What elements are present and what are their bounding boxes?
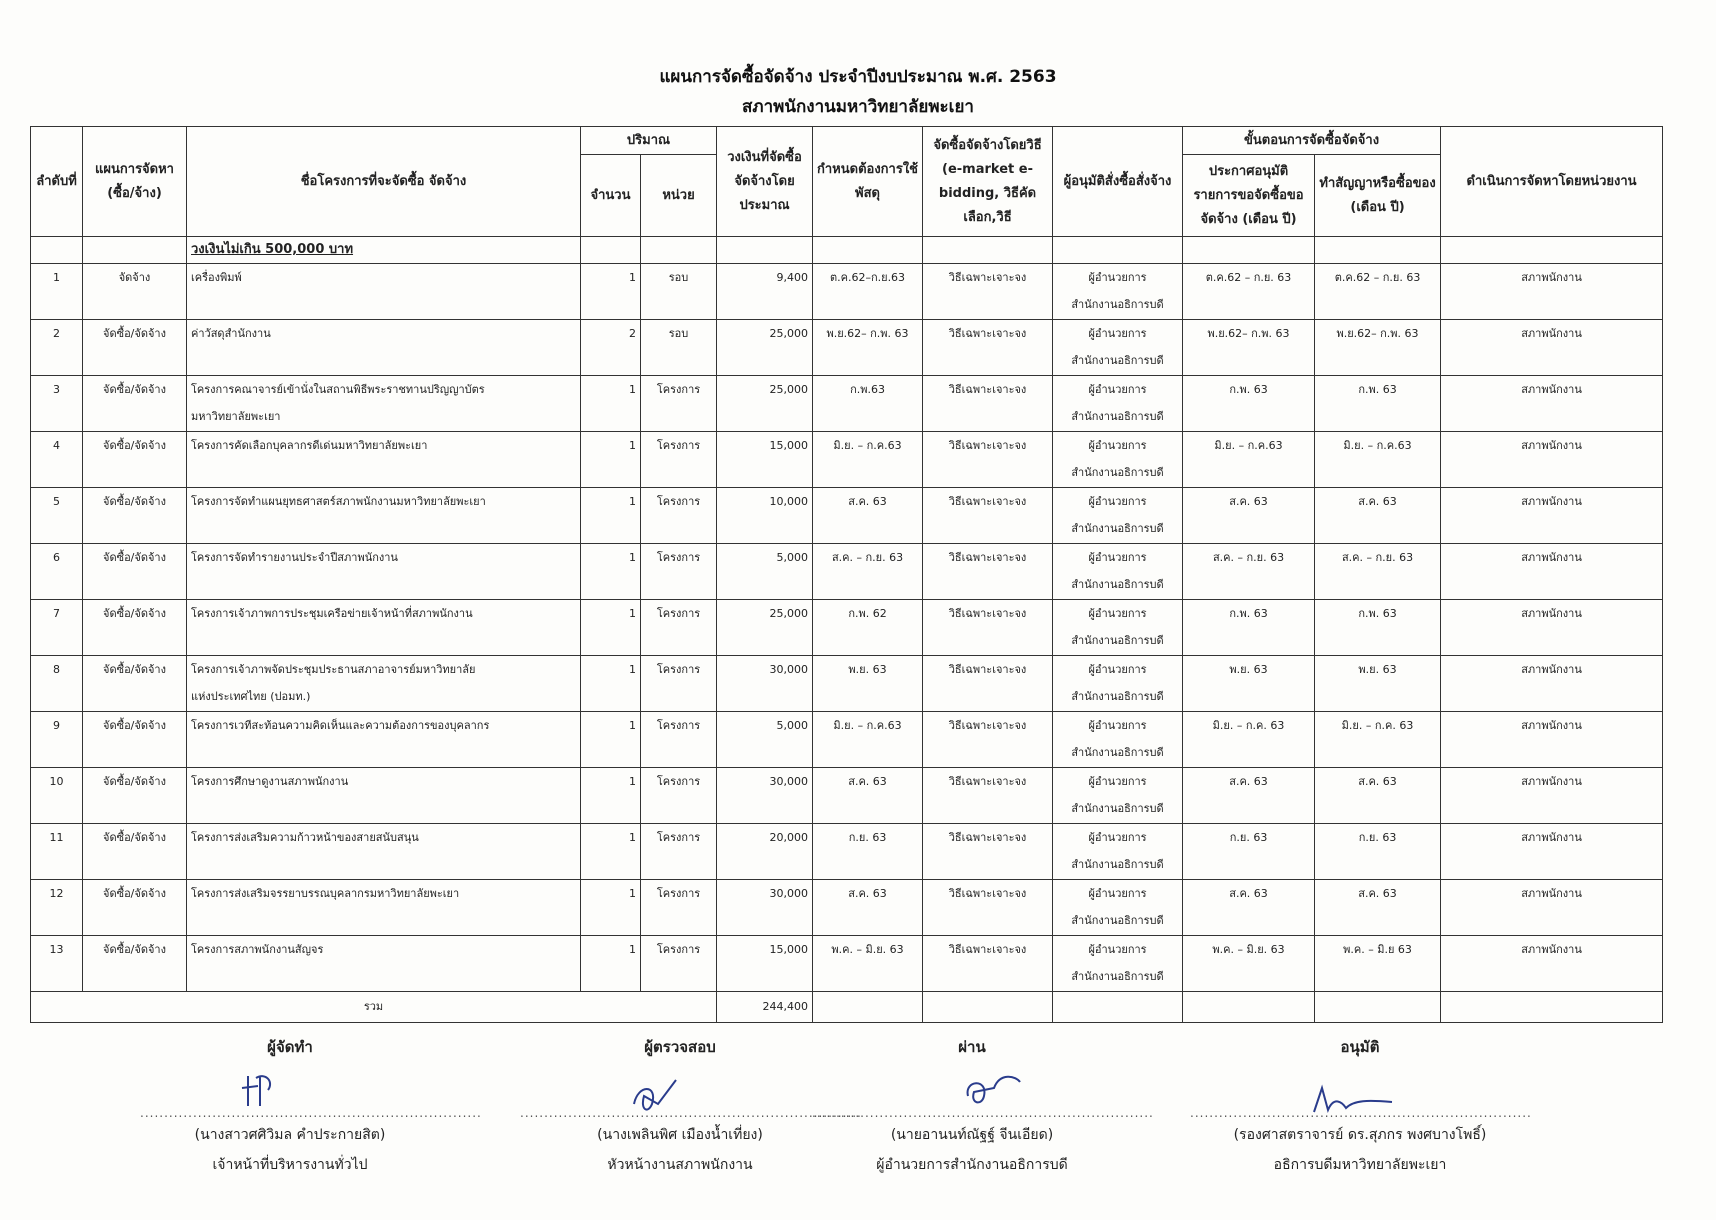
row-approver: [1053, 824, 1183, 880]
row-budget: 10,000: [717, 488, 813, 544]
row-need-date: ส.ค. 63: [813, 768, 923, 824]
col-header-need-date: กำหนดต้องการใช้พัสดุ: [813, 127, 923, 237]
row-quantity: 1: [581, 656, 641, 712]
row-approver-line: ผู้อำนวยการ: [1088, 887, 1147, 900]
signature-position: ผู้อำนวยการสำนักงานอธิการบดี: [876, 1157, 1068, 1173]
row-need-date: ก.พ. 62: [813, 600, 923, 656]
row-operator: สภาพนักงาน: [1441, 488, 1663, 544]
row-announce: ก.ย. 63: [1183, 824, 1315, 880]
row-project-name: [187, 768, 581, 824]
row-quantity: 1: [581, 432, 641, 488]
row-unit: รอบ: [641, 320, 717, 376]
row-unit: โครงการ: [641, 936, 717, 992]
row-contract: ก.พ. 63: [1315, 600, 1441, 656]
row-method: วิธีเฉพาะเจาะจง: [923, 600, 1053, 656]
row-contract: ส.ค. 63: [1315, 880, 1441, 936]
row-approver-line: ผู้อำนวยการ: [1088, 719, 1147, 732]
row-no: 3: [31, 376, 83, 432]
row-contract: พ.ย.62– ก.พ. 63: [1315, 320, 1441, 376]
total-row: [31, 992, 1663, 1023]
row-approver-line: สำนักงานอธิการบดี: [1071, 634, 1164, 647]
row-method: วิธีเฉพาะเจาะจง: [923, 544, 1053, 600]
signature-name: (นางเพลินพิศ เมืองน้ำเที่ยง): [597, 1127, 763, 1143]
row-method: วิธีเฉพาะเจาะจง: [923, 320, 1053, 376]
row-approver: [1053, 376, 1183, 432]
row-quantity: 1: [581, 824, 641, 880]
header-row-1: [31, 127, 1663, 155]
table-row: [31, 488, 1663, 544]
row-plan: จัดซื้อ/จัดจ้าง: [83, 600, 187, 656]
row-plan: จัดซื้อ/จัดจ้าง: [83, 376, 187, 432]
signature-position: เจ้าหน้าที่บริหารงานทั่วไป: [212, 1157, 368, 1173]
row-quantity: 1: [581, 488, 641, 544]
row-announce: ส.ค. – ก.ย. 63: [1183, 544, 1315, 600]
section-row: [31, 237, 1663, 264]
row-contract: ก.ย. 63: [1315, 824, 1441, 880]
row-contract: ส.ค. – ก.ย. 63: [1315, 544, 1441, 600]
row-unit: โครงการ: [641, 600, 717, 656]
signature-scribble-2: [628, 1074, 688, 1118]
row-plan: จัดซื้อ/จัดจ้าง: [83, 320, 187, 376]
row-project-name-line: โครงการคณาจารย์เข้านั่งในสถานพิธีพระราชทานปริญญาบัตร: [191, 383, 485, 396]
row-method: วิธีเฉพาะเจาะจง: [923, 880, 1053, 936]
col-header-announce: ประกาศอนุมัติรายการขอจัดซื้อขอจัดจ้าง (เดือน ปี): [1183, 155, 1315, 237]
col-header-project: ชื่อโครงการที่จะจัดซื้อ จัดจ้าง: [187, 127, 581, 237]
row-approver-line: ผู้อำนวยการ: [1088, 663, 1147, 676]
row-method: วิธีเฉพาะเจาะจง: [923, 768, 1053, 824]
table-row: [31, 432, 1663, 488]
table-row: [31, 600, 1663, 656]
row-approver-line: สำนักงานอธิการบดี: [1071, 970, 1164, 983]
row-method: วิธีเฉพาะเจาะจง: [923, 432, 1053, 488]
row-approver-line: ผู้อำนวยการ: [1088, 943, 1147, 956]
row-approver-line: สำนักงานอธิการบดี: [1071, 690, 1164, 703]
signature-line: .......................................................................: [140, 1106, 482, 1120]
row-announce: พ.ย.62– ก.พ. 63: [1183, 320, 1315, 376]
row-project-name: [187, 824, 581, 880]
signature-role: ผ่าน: [958, 1038, 986, 1056]
row-approver-line: ผู้อำนวยการ: [1088, 327, 1147, 340]
signature-role: อนุมัติ: [1340, 1038, 1380, 1056]
table-row: [31, 768, 1663, 824]
row-unit: โครงการ: [641, 376, 717, 432]
row-project-name-line: โครงการจัดทำแผนยุทธศาสตร์สภาพนักงานมหาวิทยาลัยพะเยา: [191, 495, 486, 508]
row-plan: จัดซื้อ/จัดจ้าง: [83, 824, 187, 880]
row-approver-line: ผู้อำนวยการ: [1088, 383, 1147, 396]
row-approver-line: ผู้อำนวยการ: [1088, 775, 1147, 788]
row-operator: สภาพนักงาน: [1441, 432, 1663, 488]
row-need-date: มิ.ย. – ก.ค.63: [813, 712, 923, 768]
section-label: วงเงินไม่เกิน 500,000 บาท: [187, 237, 581, 264]
row-operator: สภาพนักงาน: [1441, 936, 1663, 992]
row-approver-line: สำนักงานอธิการบดี: [1071, 354, 1164, 367]
table-row: [31, 656, 1663, 712]
row-need-date: ก.พ.63: [813, 376, 923, 432]
row-approver: [1053, 712, 1183, 768]
col-header-budget: วงเงินที่จัดซื้อจัดจ้างโดยประมาณ: [717, 127, 813, 237]
signature-position: อธิการบดีมหาวิทยาลัยพะเยา: [1273, 1157, 1447, 1173]
row-announce: ส.ค. 63: [1183, 880, 1315, 936]
row-need-date: มิ.ย. – ก.ค.63: [813, 432, 923, 488]
total-label: รวม: [31, 992, 717, 1023]
table-row: [31, 376, 1663, 432]
row-no: 9: [31, 712, 83, 768]
row-operator: สภาพนักงาน: [1441, 544, 1663, 600]
signature-scribble-1: [238, 1068, 298, 1112]
row-budget: 25,000: [717, 376, 813, 432]
row-operator: สภาพนักงาน: [1441, 768, 1663, 824]
row-approver-line: สำนักงานอธิการบดี: [1071, 298, 1164, 311]
row-approver-line: สำนักงานอธิการบดี: [1071, 578, 1164, 591]
row-contract: ต.ค.62 – ก.ย. 63: [1315, 264, 1441, 320]
row-operator: สภาพนักงาน: [1441, 712, 1663, 768]
row-need-date: พ.ย. 63: [813, 656, 923, 712]
row-need-date: ส.ค. 63: [813, 880, 923, 936]
row-project-name-line: โครงการจัดทำรายงานประจำปีสภาพนักงาน: [191, 551, 398, 564]
row-no: 13: [31, 936, 83, 992]
row-method: วิธีเฉพาะเจาะจง: [923, 656, 1053, 712]
row-plan: จัดซื้อ/จัดจ้าง: [83, 936, 187, 992]
row-quantity: 1: [581, 264, 641, 320]
row-contract: พ.ย. 63: [1315, 656, 1441, 712]
row-contract: ส.ค. 63: [1315, 768, 1441, 824]
row-unit: โครงการ: [641, 824, 717, 880]
row-approver-line: ผู้อำนวยการ: [1088, 607, 1147, 620]
row-operator: สภาพนักงาน: [1441, 376, 1663, 432]
row-need-date: พ.ย.62– ก.พ. 63: [813, 320, 923, 376]
row-project-name: [187, 488, 581, 544]
row-project-name-line: โครงการเวทีสะท้อนความคิดเห็นและความต้องการของบุคลากร: [191, 719, 490, 732]
row-approver: [1053, 936, 1183, 992]
signature-position: หัวหน้างานสภาพนักงาน: [607, 1157, 753, 1173]
row-project-name: [187, 712, 581, 768]
row-approver: [1053, 488, 1183, 544]
row-unit: รอบ: [641, 264, 717, 320]
row-approver-line: ผู้อำนวยการ: [1088, 551, 1147, 564]
row-need-date: ก.ย. 63: [813, 824, 923, 880]
row-operator: สภาพนักงาน: [1441, 656, 1663, 712]
signature-role: ผู้จัดทำ: [267, 1038, 313, 1056]
row-approver-line: ผู้อำนวยการ: [1088, 831, 1147, 844]
row-method: วิธีเฉพาะเจาะจง: [923, 824, 1053, 880]
row-contract: มิ.ย. – ก.ค. 63: [1315, 712, 1441, 768]
row-approver-line: ผู้อำนวยการ: [1088, 271, 1147, 284]
row-quantity: 1: [581, 712, 641, 768]
signature-scribble-4: [1308, 1082, 1398, 1118]
row-unit: โครงการ: [641, 656, 717, 712]
row-contract: มิ.ย. – ก.ค.63: [1315, 432, 1441, 488]
row-approver-line: สำนักงานอธิการบดี: [1071, 914, 1164, 927]
table-row: [31, 320, 1663, 376]
col-header-no: ลำดับที่: [31, 127, 83, 237]
row-method: วิธีเฉพาะเจาะจง: [923, 376, 1053, 432]
row-operator: สภาพนักงาน: [1441, 600, 1663, 656]
row-budget: 15,000: [717, 936, 813, 992]
row-project-name-line: โครงการสภาพนักงานสัญจร: [191, 943, 324, 956]
row-project-name: [187, 880, 581, 936]
row-approver: [1053, 880, 1183, 936]
row-no: 4: [31, 432, 83, 488]
signature-name: (รองศาสตราจารย์ ดร.สุภกร พงศบางโพธิ์): [1233, 1127, 1487, 1143]
row-announce: ส.ค. 63: [1183, 768, 1315, 824]
col-header-method: จัดซื้อจัดจ้างโดยวิธี (e-market e-bidding, วิธีคัดเลือก,วิธี: [923, 127, 1053, 237]
row-budget: 25,000: [717, 600, 813, 656]
col-header-operator: ดำเนินการจัดหาโดยหน่วยงาน: [1441, 127, 1663, 237]
row-project-name: [187, 376, 581, 432]
row-method: วิธีเฉพาะเจาะจง: [923, 264, 1053, 320]
row-project-name-line: โครงการส่งเสริมความก้าวหน้าของสายสนับสนุน: [191, 831, 419, 844]
row-project-name-line: โครงการส่งเสริมจรรยาบรรณบุคลากรมหาวิทยาลัยพะเยา: [191, 887, 460, 900]
table-row: [31, 712, 1663, 768]
row-no: 10: [31, 768, 83, 824]
row-project-name-line: โครงการคัดเลือกบุคลากรดีเด่นมหาวิทยาลัยพะเยา: [191, 439, 428, 452]
row-quantity: 1: [581, 768, 641, 824]
row-project-name-line: โครงการเจ้าภาพการประชุมเครือข่ายเจ้าหน้าที่สภาพนักงาน: [191, 607, 473, 620]
row-approver-line: สำนักงานอธิการบดี: [1071, 802, 1164, 815]
row-approver-line: สำนักงานอธิการบดี: [1071, 410, 1164, 423]
row-budget: 5,000: [717, 712, 813, 768]
table-row: [31, 880, 1663, 936]
table-row: [31, 936, 1663, 992]
row-unit: โครงการ: [641, 880, 717, 936]
row-project-name: [187, 264, 581, 320]
row-unit: โครงการ: [641, 712, 717, 768]
document-title: [0, 62, 1716, 122]
row-plan: จัดซื้อ/จัดจ้าง: [83, 544, 187, 600]
title-line-1: แผนการจัดซื้อจัดจ้าง ประจำปีงบประมาณ พ.ศ. 2563: [659, 67, 1057, 87]
row-need-date: พ.ค. – มิ.ย. 63: [813, 936, 923, 992]
row-project-name-line: มหาวิทยาลัยพะเยา: [191, 410, 281, 423]
row-quantity: 1: [581, 600, 641, 656]
row-project-name: [187, 600, 581, 656]
row-approver: [1053, 320, 1183, 376]
row-announce: ส.ค. 63: [1183, 488, 1315, 544]
row-budget: 20,000: [717, 824, 813, 880]
col-header-approver: ผู้อนุมัติสั่งซื้อสั่งจ้าง: [1053, 127, 1183, 237]
row-unit: โครงการ: [641, 488, 717, 544]
row-plan: จัดซื้อ/จัดจ้าง: [83, 488, 187, 544]
row-budget: 30,000: [717, 768, 813, 824]
row-no: 6: [31, 544, 83, 600]
signature-line: .......................................................................: [812, 1106, 1154, 1120]
row-budget: 15,000: [717, 432, 813, 488]
row-announce: มิ.ย. – ก.ค. 63: [1183, 712, 1315, 768]
row-no: 5: [31, 488, 83, 544]
row-announce: พ.ย. 63: [1183, 656, 1315, 712]
col-header-contract: ทำสัญญาหรือซื้อของ (เดือน ปี): [1315, 155, 1441, 237]
row-unit: โครงการ: [641, 544, 717, 600]
row-project-name: [187, 656, 581, 712]
row-need-date: ส.ค. – ก.ย. 63: [813, 544, 923, 600]
row-approver: [1053, 768, 1183, 824]
row-approver: [1053, 656, 1183, 712]
signature-scribble-3: [960, 1062, 1030, 1112]
row-budget: 30,000: [717, 656, 813, 712]
row-method: วิธีเฉพาะเจาะจง: [923, 488, 1053, 544]
row-approver: [1053, 432, 1183, 488]
col-header-plan: แผนการจัดหา (ซื้อ/จ้าง): [83, 127, 187, 237]
col-header-steps: ขั้นตอนการจัดซื้อจัดจ้าง: [1183, 127, 1441, 155]
row-approver: [1053, 544, 1183, 600]
signature-name: (นายอานนท์ณัฐฐ์ จีนเอียด): [890, 1127, 1054, 1143]
row-approver-line: สำนักงานอธิการบดี: [1071, 858, 1164, 871]
row-announce: ก.พ. 63: [1183, 376, 1315, 432]
row-plan: จัดซื้อ/จัดจ้าง: [83, 768, 187, 824]
row-plan: จัดซื้อ/จัดจ้าง: [83, 656, 187, 712]
signature-name: (นางสาวศศิวิมล คำประกายสิต): [194, 1127, 386, 1143]
total-value: 244,400: [717, 992, 813, 1023]
row-project-name: [187, 320, 581, 376]
row-project-name: [187, 432, 581, 488]
row-quantity: 2: [581, 320, 641, 376]
row-operator: สภาพนักงาน: [1441, 264, 1663, 320]
row-no: 7: [31, 600, 83, 656]
row-budget: 30,000: [717, 880, 813, 936]
title-line-2: สภาพนักงานมหาวิทยาลัยพะเยา: [742, 97, 974, 117]
row-project-name-line: เครื่องพิมพ์: [191, 271, 242, 284]
row-method: วิธีเฉพาะเจาะจง: [923, 712, 1053, 768]
signature-line: .......................................................................: [520, 1106, 862, 1120]
row-plan: จัดซื้อ/จัดจ้าง: [83, 712, 187, 768]
row-need-date: ต.ค.62–ก.ย.63: [813, 264, 923, 320]
row-approver-line: สำนักงานอธิการบดี: [1071, 522, 1164, 535]
row-project-name: [187, 544, 581, 600]
procurement-table: [30, 126, 1663, 1023]
row-budget: 5,000: [717, 544, 813, 600]
row-contract: ก.พ. 63: [1315, 376, 1441, 432]
row-no: 8: [31, 656, 83, 712]
row-project-name-line: โครงการศึกษาดูงานสภาพนักงาน: [191, 775, 349, 788]
signature-role: ผู้ตรวจสอบ: [644, 1038, 716, 1056]
row-announce: ก.พ. 63: [1183, 600, 1315, 656]
row-project-name-line: แห่งประเทศไทย (ปอมท.): [191, 690, 311, 703]
row-contract: พ.ค. – มิ.ย 63: [1315, 936, 1441, 992]
signature-line: .......................................................................: [1190, 1106, 1532, 1120]
row-announce: พ.ค. – มิ.ย. 63: [1183, 936, 1315, 992]
row-plan: จัดซื้อ/จัดจ้าง: [83, 880, 187, 936]
col-header-quantity: ปริมาณ: [581, 127, 717, 155]
row-no: 2: [31, 320, 83, 376]
row-quantity: 1: [581, 880, 641, 936]
row-project-name: [187, 936, 581, 992]
row-no: 12: [31, 880, 83, 936]
row-approver-line: สำนักงานอธิการบดี: [1071, 466, 1164, 479]
row-project-name-line: โครงการเจ้าภาพจัดประชุมประธานสภาอาจารย์มหาวิทยาลัย: [191, 663, 476, 676]
row-budget: 25,000: [717, 320, 813, 376]
row-unit: โครงการ: [641, 768, 717, 824]
col-header-amount: จำนวน: [581, 155, 641, 237]
row-approver: [1053, 264, 1183, 320]
row-operator: สภาพนักงาน: [1441, 824, 1663, 880]
row-need-date: ส.ค. 63: [813, 488, 923, 544]
row-plan: จัดจ้าง: [83, 264, 187, 320]
row-method: วิธีเฉพาะเจาะจง: [923, 936, 1053, 992]
row-announce: ต.ค.62 – ก.ย. 63: [1183, 264, 1315, 320]
row-unit: โครงการ: [641, 432, 717, 488]
row-approver-line: ผู้อำนวยการ: [1088, 495, 1147, 508]
row-quantity: 1: [581, 376, 641, 432]
row-announce: มิ.ย. – ก.ค.63: [1183, 432, 1315, 488]
row-no: 11: [31, 824, 83, 880]
row-approver-line: ผู้อำนวยการ: [1088, 439, 1147, 452]
table-row: [31, 264, 1663, 320]
row-approver: [1053, 600, 1183, 656]
row-contract: ส.ค. 63: [1315, 488, 1441, 544]
col-header-unit: หน่วย: [641, 155, 717, 237]
row-budget: 9,400: [717, 264, 813, 320]
row-no: 1: [31, 264, 83, 320]
row-project-name-line: ค่าวัสดุสำนักงาน: [191, 327, 271, 340]
row-quantity: 1: [581, 544, 641, 600]
row-operator: สภาพนักงาน: [1441, 880, 1663, 936]
row-operator: สภาพนักงาน: [1441, 320, 1663, 376]
row-quantity: 1: [581, 936, 641, 992]
row-plan: จัดซื้อ/จัดจ้าง: [83, 432, 187, 488]
table-row: [31, 824, 1663, 880]
row-approver-line: สำนักงานอธิการบดี: [1071, 746, 1164, 759]
table-row: [31, 544, 1663, 600]
